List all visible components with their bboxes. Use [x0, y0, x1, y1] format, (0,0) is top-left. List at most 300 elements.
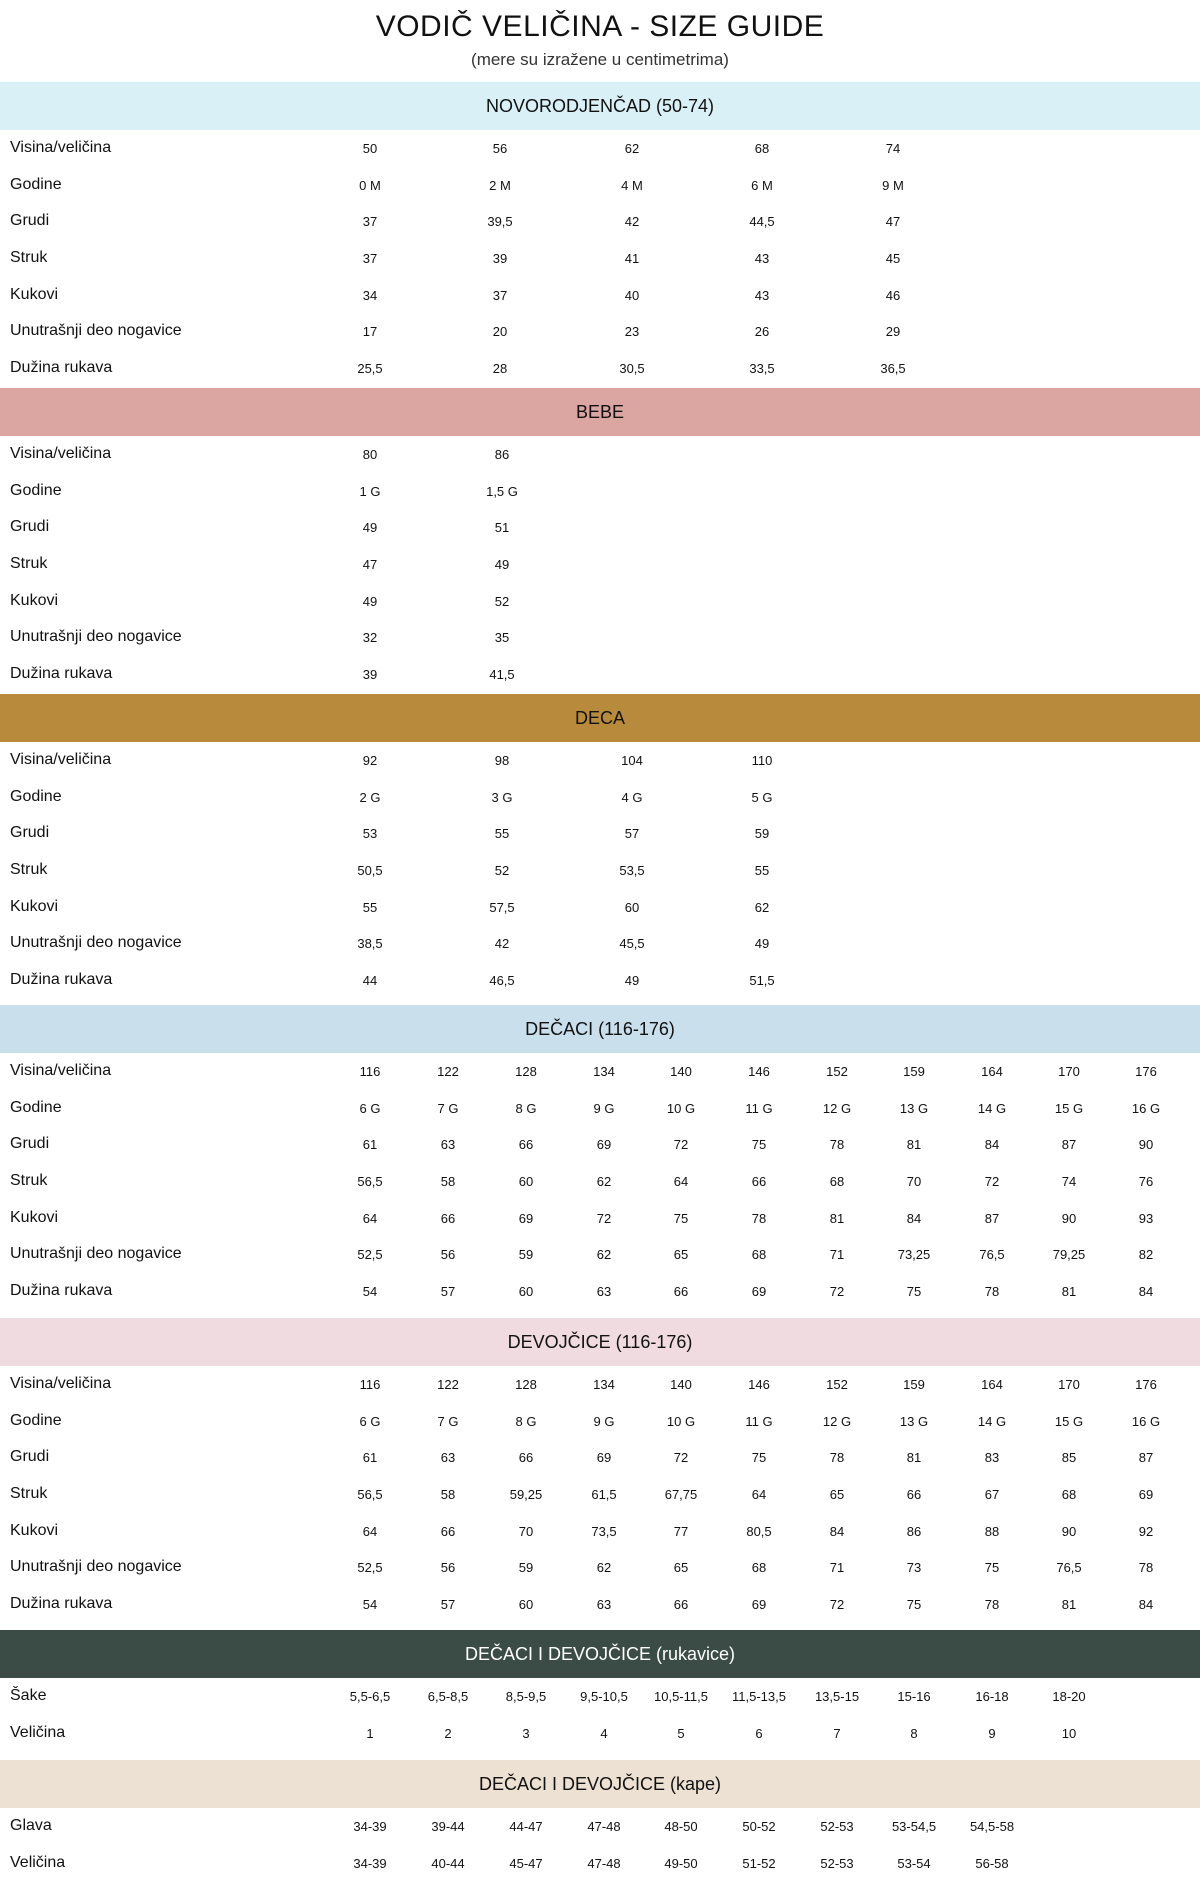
table-cell: 84	[984, 1137, 1000, 1153]
page-title: VODIČ VELIČINA - SIZE GUIDE	[375, 10, 825, 43]
table-cell: 65	[673, 1560, 689, 1576]
table-row	[0, 313, 1200, 350]
table-cell: 72	[829, 1597, 845, 1613]
table-cell: 28	[492, 361, 508, 377]
table-cell: 84	[906, 1210, 922, 1226]
table-cell: 82	[1138, 1247, 1154, 1263]
table-cell: 110	[751, 753, 773, 768]
table-cell: 72	[673, 1450, 689, 1466]
table-cell: 128	[515, 1064, 537, 1079]
table-cell: 12 G	[822, 1100, 852, 1116]
table-row	[0, 1090, 1200, 1127]
row-label: Veličina	[10, 1723, 66, 1741]
table-cell: 66	[518, 1137, 534, 1153]
table-cell: 116	[359, 1064, 381, 1079]
table-cell: 83	[984, 1450, 1000, 1466]
row-label: Struk	[10, 249, 48, 267]
table-cell: 29	[885, 324, 901, 340]
table-row	[0, 925, 1200, 962]
table-cell: 56	[440, 1247, 456, 1263]
table-cell: 4	[600, 1725, 608, 1741]
table-cell: 42	[624, 214, 640, 230]
table-cell: 65	[829, 1487, 845, 1503]
table-cell: 122	[437, 1377, 459, 1392]
table-cell: 66	[673, 1597, 689, 1613]
table-cell: 92	[1138, 1523, 1154, 1539]
table-cell: 69	[751, 1284, 767, 1300]
table-cell: 122	[437, 1064, 459, 1079]
table-cell: 5	[677, 1725, 685, 1741]
table-cell: 8 G	[515, 1100, 537, 1116]
row-label: Veličina	[10, 1853, 66, 1871]
table-cell: 11,5-13,5	[732, 1689, 786, 1704]
table-cell: 76,5	[979, 1247, 1005, 1263]
table-cell: 75	[906, 1597, 922, 1613]
table-cell: 87	[984, 1210, 1000, 1226]
row-label: Glava	[10, 1817, 52, 1834]
row-label: Unutrašnji deo nogavice	[10, 628, 182, 646]
row-label: Visina/veličina	[10, 751, 112, 768]
table-row	[0, 546, 1200, 583]
table-cell: 15-16	[897, 1689, 931, 1704]
table-cell: 63	[440, 1450, 456, 1466]
table-cell: 18-20	[1052, 1689, 1086, 1704]
row-label: Unutrašnji deo nogavice	[10, 1245, 182, 1263]
table-cell: 75	[984, 1560, 1000, 1576]
table-cell: 69	[596, 1450, 612, 1466]
table-cell: 86	[906, 1523, 922, 1539]
table-cell: 9	[988, 1725, 996, 1741]
row-label: Struk	[10, 1485, 48, 1503]
table-cell: 10 G	[666, 1100, 696, 1116]
table-cell: 76,5	[1056, 1560, 1082, 1576]
table-cell: 74	[885, 141, 901, 156]
row-label: Grudi	[10, 518, 50, 536]
table-cell: 50	[362, 141, 378, 156]
table-cell: 80	[362, 447, 378, 462]
table-cell: 23	[624, 324, 640, 340]
table-cell: 64	[362, 1523, 378, 1539]
table-cell: 69	[518, 1210, 534, 1226]
table-cell: 63	[596, 1597, 612, 1613]
table-cell: 1	[366, 1725, 374, 1741]
table-cell: 60	[624, 899, 640, 915]
table-cell: 65	[673, 1247, 689, 1263]
table-cell: 45-47	[509, 1855, 543, 1871]
row-label: Godine	[10, 787, 62, 805]
table-cell: 5 G	[751, 789, 773, 805]
table-cell: 170	[1058, 1377, 1080, 1392]
table-cell: 13 G	[899, 1100, 929, 1116]
table-cell: 59	[754, 826, 770, 842]
table-cell: 146	[748, 1377, 770, 1392]
table-cell: 16 G	[1131, 1413, 1161, 1429]
table-row	[0, 889, 1200, 926]
table-row	[0, 742, 1200, 779]
table-cell: 49	[362, 520, 378, 536]
table-cell: 7 G	[437, 1100, 459, 1116]
table-cell: 4 G	[621, 789, 643, 805]
table-cell: 47	[885, 214, 901, 230]
table-cell: 81	[906, 1137, 922, 1153]
table-cell: 73	[906, 1560, 922, 1576]
table-cell: 62	[754, 899, 770, 915]
table-cell: 90	[1061, 1523, 1077, 1539]
table-cell: 36,5	[880, 361, 906, 377]
table-cell: 66	[518, 1450, 534, 1466]
table-cell: 6,5-8,5	[427, 1689, 469, 1704]
row-label: Grudi	[10, 824, 50, 842]
table-cell: 20	[492, 324, 508, 340]
table-cell: 84	[829, 1523, 845, 1539]
table-cell: 116	[359, 1377, 381, 1392]
table-cell: 67,75	[664, 1487, 698, 1503]
table-cell: 49-50	[664, 1855, 698, 1871]
table-cell: 49	[624, 973, 640, 989]
table-cell: 60	[518, 1284, 534, 1300]
row-label: Godine	[10, 175, 62, 193]
table-cell: 53-54,5	[891, 1819, 937, 1834]
row-label: Visina/veličina	[10, 139, 112, 156]
table-row	[0, 130, 1200, 167]
table-row	[0, 1715, 1200, 1752]
table-cell: 76	[1138, 1174, 1154, 1190]
table-cell: 71	[829, 1560, 845, 1576]
table-cell: 52-53	[820, 1855, 854, 1871]
table-cell: 46,5	[489, 973, 515, 989]
table-cell: 0 M	[359, 177, 381, 193]
table-cell: 10	[1061, 1725, 1077, 1741]
row-label: Grudi	[10, 1135, 50, 1153]
table-row	[0, 473, 1200, 510]
table-cell: 51,5	[749, 973, 775, 989]
table-cell: 68	[751, 1247, 767, 1263]
table-cell: 54,5-58	[969, 1819, 1015, 1834]
table-cell: 7 G	[437, 1413, 459, 1429]
table-cell: 64	[362, 1210, 378, 1226]
table-cell: 61	[362, 1450, 378, 1466]
table-cell: 64	[751, 1487, 767, 1503]
table-cell: 61	[362, 1137, 378, 1153]
table-row	[0, 1513, 1200, 1550]
table-cell: 72	[596, 1210, 612, 1226]
table-cell: 6 G	[359, 1413, 381, 1429]
table-cell: 56,5	[357, 1174, 383, 1190]
table-cell: 33,5	[749, 361, 775, 377]
table-cell: 41,5	[489, 667, 515, 683]
table-cell: 30,5	[619, 361, 645, 377]
kids-section	[0, 694, 1200, 999]
table-cell: 1 G	[359, 483, 381, 499]
table-cell: 58	[440, 1487, 456, 1503]
table-row	[0, 1126, 1200, 1163]
table-row	[0, 1808, 1200, 1845]
table-row	[0, 583, 1200, 620]
table-cell: 54	[362, 1284, 378, 1300]
row-label: Unutrašnji deo nogavice	[10, 934, 182, 952]
table-cell: 51	[494, 520, 510, 536]
table-cell: 81	[906, 1450, 922, 1466]
table-row	[0, 1273, 1200, 1310]
table-cell: 9 G	[593, 1413, 615, 1429]
table-cell: 50-52	[742, 1819, 776, 1834]
table-cell: 49	[362, 593, 378, 609]
table-cell: 34-39	[353, 1855, 387, 1871]
table-cell: 8,5-9,5	[505, 1689, 547, 1704]
table-cell: 70	[518, 1523, 534, 1539]
table-cell: 81	[1061, 1284, 1077, 1300]
table-cell: 55	[362, 899, 378, 915]
table-cell: 56	[440, 1560, 456, 1576]
row-label: Struk	[10, 555, 48, 573]
table-cell: 13,5-15	[814, 1689, 860, 1704]
table-cell: 47-48	[587, 1819, 621, 1834]
table-cell: 43	[754, 287, 770, 303]
table-cell: 61,5	[591, 1487, 617, 1503]
table-cell: 47	[362, 557, 378, 573]
table-cell: 39	[362, 667, 378, 683]
table-cell: 52,5	[357, 1560, 383, 1576]
page-subtitle: (mere su izražene u centimetrima)	[471, 50, 729, 69]
table-cell: 56-58	[975, 1855, 1009, 1871]
table-cell: 49	[494, 557, 510, 573]
table-cell: 104	[621, 753, 643, 768]
table-cell: 3 G	[491, 789, 513, 805]
table-row	[0, 852, 1200, 889]
table-cell: 84	[1138, 1597, 1154, 1613]
table-row	[0, 962, 1200, 999]
table-cell: 57	[440, 1597, 456, 1613]
table-cell: 134	[593, 1377, 615, 1392]
table-cell: 9 M	[882, 177, 904, 193]
table-cell: 17	[362, 324, 378, 340]
row-label: Kukovi	[10, 1521, 59, 1539]
table-cell: 42	[494, 936, 510, 952]
table-cell: 79,25	[1052, 1247, 1086, 1263]
table-row	[0, 1236, 1200, 1273]
table-cell: 13 G	[899, 1413, 929, 1429]
table-cell: 37	[362, 251, 378, 267]
table-cell: 59	[518, 1247, 534, 1263]
table-cell: 78	[984, 1284, 1000, 1300]
babies-section	[0, 388, 1200, 693]
table-row	[0, 509, 1200, 546]
table-cell: 9,5-10,5	[580, 1689, 628, 1704]
table-cell: 57	[624, 826, 640, 842]
table-cell: 69	[596, 1137, 612, 1153]
table-cell: 7	[833, 1725, 841, 1741]
table-cell: 176	[1135, 1377, 1157, 1392]
table-cell: 128	[515, 1377, 537, 1392]
table-cell: 74	[1061, 1174, 1077, 1190]
row-label: Dužina rukava	[10, 665, 113, 683]
table-cell: 51-52	[742, 1855, 776, 1871]
table-cell: 2 M	[489, 177, 511, 193]
table-cell: 69	[751, 1597, 767, 1613]
row-label: Unutrašnji deo nogavice	[10, 322, 182, 340]
table-cell: 90	[1061, 1210, 1077, 1226]
table-cell: 54	[362, 1597, 378, 1613]
table-cell: 140	[670, 1377, 692, 1392]
row-label: Kukovi	[10, 285, 59, 303]
table-row	[0, 167, 1200, 204]
table-cell: 26	[754, 324, 770, 340]
table-cell: 78	[751, 1210, 767, 1226]
table-cell: 11 G	[745, 1413, 773, 1429]
table-row	[0, 779, 1200, 816]
table-cell: 47-48	[587, 1855, 621, 1871]
table-cell: 45,5	[619, 936, 645, 952]
row-label: Godine	[10, 1098, 62, 1116]
table-row	[0, 277, 1200, 314]
row-label: Visina/veličina	[10, 1375, 112, 1392]
table-cell: 62	[596, 1560, 612, 1576]
table-cell: 46	[885, 287, 901, 303]
table-cell: 68	[1061, 1487, 1077, 1503]
row-label: Šake	[10, 1687, 47, 1704]
table-cell: 176	[1135, 1064, 1157, 1079]
section-header: DEVOJČICE (116-176)	[0, 1318, 1200, 1366]
table-cell: 64	[673, 1174, 689, 1190]
table-row	[0, 1549, 1200, 1586]
table-cell: 63	[440, 1137, 456, 1153]
table-cell: 152	[826, 1377, 848, 1392]
table-cell: 56	[492, 141, 508, 156]
table-cell: 32	[362, 630, 378, 646]
table-cell: 48-50	[664, 1819, 698, 1834]
table-cell: 146	[748, 1064, 770, 1079]
row-label: Dužina rukava	[10, 1282, 113, 1300]
table-cell: 77	[673, 1523, 689, 1539]
row-label: Dužina rukava	[10, 971, 113, 989]
table-cell: 10 G	[666, 1413, 696, 1429]
table-cell: 92	[362, 753, 378, 768]
table-cell: 6 M	[751, 177, 773, 193]
table-cell: 53-54	[897, 1855, 931, 1871]
table-cell: 72	[829, 1284, 845, 1300]
table-row	[0, 656, 1200, 693]
table-cell: 68	[754, 141, 770, 156]
table-cell: 40-44	[431, 1855, 465, 1871]
table-row	[0, 1366, 1200, 1403]
table-row	[0, 815, 1200, 852]
gloves-section	[0, 1630, 1200, 1751]
table-cell: 87	[1138, 1450, 1154, 1466]
table-cell: 68	[829, 1174, 845, 1190]
table-cell: 37	[362, 214, 378, 230]
table-cell: 9 G	[593, 1100, 615, 1116]
table-cell: 2	[444, 1725, 452, 1741]
table-cell: 41	[624, 251, 640, 267]
table-row	[0, 1163, 1200, 1200]
table-cell: 75	[751, 1450, 767, 1466]
table-cell: 170	[1058, 1064, 1080, 1079]
table-row	[0, 1476, 1200, 1513]
table-cell: 44,5	[749, 214, 775, 230]
table-row	[0, 1053, 1200, 1090]
table-cell: 90	[1138, 1137, 1154, 1153]
row-label: Visina/veličina	[10, 445, 112, 462]
table-cell: 134	[593, 1064, 615, 1079]
table-cell: 3	[522, 1725, 530, 1741]
table-cell: 52-53	[820, 1819, 854, 1834]
table-cell: 164	[981, 1064, 1003, 1079]
table-cell: 93	[1138, 1210, 1154, 1226]
table-cell: 37	[492, 287, 508, 303]
table-cell: 87	[1061, 1137, 1077, 1153]
table-cell: 75	[906, 1284, 922, 1300]
table-cell: 80,5	[746, 1523, 772, 1539]
table-cell: 52,5	[357, 1247, 383, 1263]
table-cell: 52	[494, 863, 510, 879]
row-label: Struk	[10, 1172, 48, 1190]
table-row	[0, 1678, 1200, 1715]
table-cell: 55	[494, 826, 510, 842]
table-cell: 73,5	[591, 1523, 617, 1539]
table-row	[0, 1845, 1200, 1882]
table-cell: 84	[1138, 1284, 1154, 1300]
table-cell: 66	[440, 1210, 456, 1226]
row-label: Visina/veličina	[10, 1062, 112, 1079]
table-row	[0, 436, 1200, 473]
boys-section	[0, 1005, 1200, 1310]
table-cell: 164	[981, 1377, 1003, 1392]
table-cell: 45	[885, 251, 901, 267]
table-cell: 57,5	[489, 899, 515, 915]
table-cell: 70	[906, 1174, 922, 1190]
row-label: Unutrašnji deo nogavice	[10, 1558, 182, 1576]
table-cell: 152	[826, 1064, 848, 1079]
table-cell: 15 G	[1054, 1100, 1084, 1116]
table-cell: 15 G	[1054, 1413, 1084, 1429]
row-label: Grudi	[10, 212, 50, 230]
table-cell: 88	[984, 1523, 1000, 1539]
table-cell: 49	[754, 936, 770, 952]
table-cell: 62	[624, 141, 640, 156]
table-cell: 67	[984, 1487, 1000, 1503]
table-cell: 1,5 G	[486, 483, 518, 499]
row-label: Dužina rukava	[10, 1595, 113, 1613]
table-cell: 25,5	[357, 361, 383, 377]
table-cell: 140	[670, 1064, 692, 1079]
table-cell: 39	[492, 251, 508, 267]
table-cell: 4 M	[621, 177, 643, 193]
table-cell: 159	[903, 1064, 925, 1079]
table-cell: 62	[596, 1174, 612, 1190]
table-cell: 44	[362, 973, 378, 989]
table-cell: 66	[751, 1174, 767, 1190]
table-cell: 72	[673, 1137, 689, 1153]
table-row	[0, 1200, 1200, 1237]
newborn-section	[0, 82, 1200, 387]
table-cell: 39-44	[431, 1819, 465, 1834]
table-row	[0, 203, 1200, 240]
table-cell: 2 G	[359, 789, 381, 805]
table-row	[0, 1586, 1200, 1623]
table-cell: 62	[596, 1247, 612, 1263]
table-cell: 63	[596, 1284, 612, 1300]
table-cell: 60	[518, 1597, 534, 1613]
hats-section	[0, 1760, 1200, 1881]
table-cell: 38,5	[357, 936, 383, 952]
table-cell: 50,5	[357, 863, 383, 879]
table-cell: 58	[440, 1174, 456, 1190]
table-cell: 98	[494, 753, 510, 768]
table-cell: 43	[754, 251, 770, 267]
row-label: Kukovi	[10, 591, 59, 609]
table-cell: 73,25	[897, 1247, 931, 1263]
table-row	[0, 350, 1200, 387]
